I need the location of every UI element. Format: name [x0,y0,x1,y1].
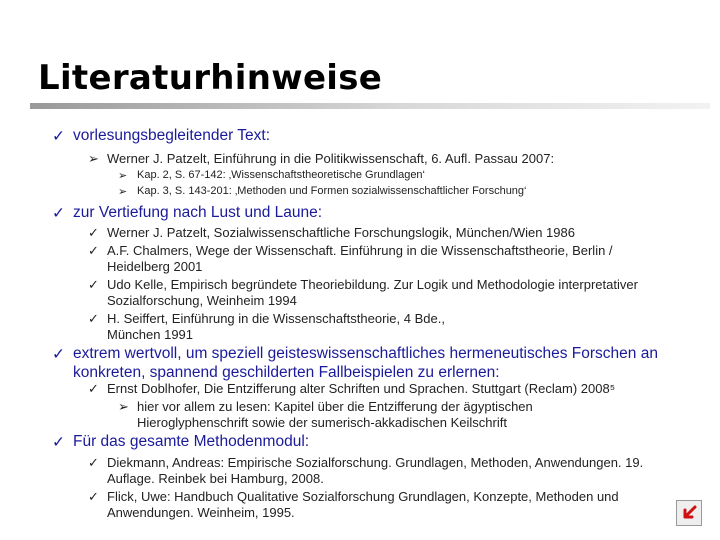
sub-list-item: ➢ hier vor allem zu lesen: Kapitel über die Entzifferung der ägyptischen Hieroglyphenschrift sowie der sumerisch-akkadischen Keilschrift [118,399,533,430]
arrow-right-icon: ➢ [118,170,128,182]
check-icon: ✓ [52,346,65,363]
list-item: ✓ Ernst Doblhofer, Die Entzifferung alter Schriften und Sprachen. Stuttgart (Reclam) 2008⁵ [88,381,616,396]
check-icon: ✓ [88,243,99,258]
list-item: ✓ Udo Kelle, Empirisch begründete Theoriebildung. Zur Logik und Methodologie interpretativer Sozialforschung, Weinheim 1994 [88,277,638,308]
list-item: ✓ Werner J. Patzelt, Sozialwissenschaftliche Forschungslogik, München/Wien 1986 [88,225,575,240]
sub-list-item: ➢ Kap. 3, S. 143-201: ‚Methoden und Formen sozialwissenschaftlicher Forschung‘ [118,185,527,198]
arrow-right-icon: ➢ [118,399,129,414]
section-heading: ✓ vorlesungsbegleitender Text: [52,127,271,145]
arrow-right-icon: ➢ [88,151,99,166]
arrow-right-icon: ➢ [118,186,128,198]
list-item: ✓ Flick, Uwe: Handbuch Qualitative Sozialforschung Grundlagen, Konzepte, Methoden und Anwendungen. Weinheim, 1995. [88,489,619,520]
sub-list-item: ➢ Kap. 2, S. 67-142: ‚Wissenschaftstheoretische Grundlagen‘ [118,169,425,182]
check-icon: ✓ [88,455,99,470]
list-item: ✓ H. Seiffert, Einführung in die Wissenschaftstheorie, 4 Bde., München 1991 [88,311,445,342]
check-icon: ✓ [88,381,99,396]
list-item: ✓ Diekmann, Andreas: Empirische Sozialforschung. Grundlagen, Methoden, Anwendungen. 19. Auflage. Reinbek bei Hamburg, 2008. [88,455,644,486]
check-icon: ✓ [52,434,65,451]
check-icon: ✓ [52,205,65,222]
check-icon: ✓ [88,277,99,292]
back-arrow-icon [680,504,698,522]
check-icon: ✓ [88,489,99,504]
check-icon: ✓ [52,128,65,145]
section-heading: ✓ extrem wertvoll, um speziell geisteswissenschaftliches hermeneutisches Forschen an konkreten, spannend geschilderten Fallbeispielen zu erlernen: [52,345,658,381]
list-item: ➢ Werner J. Patzelt, Einführung in die Politikwissenschaft, 6. Aufl. Passau 2007: [88,151,555,166]
list-item: ✓ A.F. Chalmers, Wege der Wissenschaft. Einführung in die Wissenschaftstheorie, Berlin / Heidelberg 2001 [88,243,613,274]
back-button[interactable] [676,500,702,526]
slide-title: Literaturhinweise [38,58,383,98]
check-icon: ✓ [88,311,99,326]
section-heading: ✓ Für das gesamte Methodenmodul: [52,433,310,451]
section-heading: ✓ zur Vertiefung nach Lust und Laune: [52,204,323,222]
check-icon: ✓ [88,225,99,240]
